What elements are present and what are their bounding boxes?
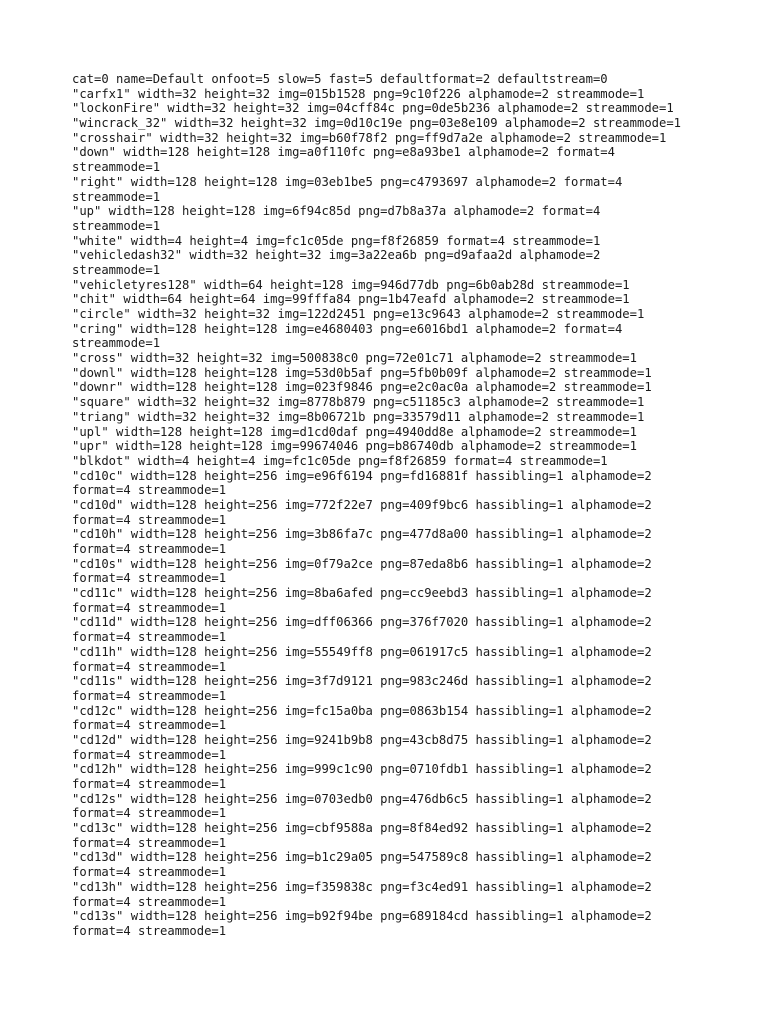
text-line: streammode=1 bbox=[72, 189, 161, 204]
text-line: cat=0 name=Default onfoot=5 slow=5 fast=5 defaultformat=2 defaultstream=0 bbox=[72, 72, 608, 86]
text-line: streammode=1 bbox=[72, 336, 161, 351]
text-line: "cd11c" width=128 height=256 img=8ba6afed png=cc9eebd3 hassibling=1 alphamode=2 bbox=[72, 586, 652, 601]
text-line: format=4 streammode=1 bbox=[72, 688, 227, 703]
text-line: "chit" width=64 height=64 img=99fffa84 png=1b47eafd alphamode=2 streammode=1 bbox=[72, 292, 630, 307]
text-line: "upr" width=128 height=128 img=99674046 png=b86740db alphamode=2 streammode=1 bbox=[72, 439, 637, 454]
text-line: "white" width=4 height=4 img=fc1c05de png=f8f26859 format=4 streammode=1 bbox=[72, 233, 601, 248]
text-line: "vehicledash32" width=32 height=32 img=3a22ea6b png=d9afaa2d alphamode=2 bbox=[72, 248, 601, 263]
text-line: "wincrack_32" width=32 height=32 img=0d10c19e png=03e8e109 alphamode=2 streammode=1 bbox=[72, 116, 682, 131]
text-line: format=4 streammode=1 bbox=[72, 806, 227, 821]
text-line: format=4 streammode=1 bbox=[72, 600, 227, 615]
text-line: "upl" width=128 height=128 img=d1cd0daf png=4940dd8e alphamode=2 streammode=1 bbox=[72, 424, 637, 439]
text-line: "cd13h" width=128 height=256 img=f359838c png=f3c4ed91 hassibling=1 alphamode=2 bbox=[72, 879, 652, 894]
text-line: "blkdot" width=4 height=4 img=fc1c05de png=f8f26859 format=4 streammode=1 bbox=[72, 453, 608, 468]
text-line: "down" width=128 height=128 img=a0f110fc png=e8a93be1 alphamode=2 format=4 bbox=[72, 145, 615, 160]
text-line: format=4 streammode=1 bbox=[72, 718, 227, 733]
text-line: "cd13s" width=128 height=256 img=b92f94be png=689184cd hassibling=1 alphamode=2 bbox=[72, 909, 652, 924]
text-line: "circle" width=32 height=32 img=122d2451 png=e13c9643 alphamode=2 streammode=1 bbox=[72, 307, 645, 321]
text-line: format=4 streammode=1 bbox=[72, 894, 227, 909]
text-line: "cross" width=32 height=32 img=500838c0 png=72e01c71 alphamode=2 streammode=1 bbox=[72, 351, 637, 366]
text-line: "cd10d" width=128 height=256 img=772f22e7 png=409f9bc6 hassibling=1 alphamode=2 bbox=[72, 497, 652, 512]
text-line: "square" width=32 height=32 img=8778b879 png=c51185c3 alphamode=2 streammode=1 bbox=[72, 395, 645, 410]
text-line: format=4 streammode=1 bbox=[72, 747, 227, 762]
text-line: format=4 streammode=1 bbox=[72, 483, 227, 498]
text-line: "cd13c" width=128 height=256 img=cbf9588a png=8f84ed92 hassibling=1 alphamode=2 bbox=[72, 821, 652, 836]
text-line: "cring" width=128 height=128 img=e4680403 png=e6016bd1 alphamode=2 format=4 bbox=[72, 321, 623, 336]
text-line: format=4 streammode=1 bbox=[72, 512, 227, 527]
text-line: format=4 streammode=1 bbox=[72, 835, 227, 850]
text-line: "cd11h" width=128 height=256 img=55549ff8 png=061917c5 hassibling=1 alphamode=2 bbox=[72, 644, 652, 659]
text-line: "up" width=128 height=128 img=6f94c85d png=d7b8a37a alphamode=2 format=4 bbox=[72, 204, 601, 219]
text-line: streammode=1 bbox=[72, 218, 161, 233]
text-line: format=4 streammode=1 bbox=[72, 777, 227, 791]
text-line: "right" width=128 height=128 img=03eb1be5 png=c4793697 alphamode=2 format=4 bbox=[72, 174, 623, 189]
text-line: "cd10c" width=128 height=256 img=e96f6194 png=fd16881f hassibling=1 alphamode=2 bbox=[72, 468, 652, 483]
text-line: streammode=1 bbox=[72, 262, 161, 277]
text-line: "cd11d" width=128 height=256 img=dff06366 png=376f7020 hassibling=1 alphamode=2 bbox=[72, 615, 652, 630]
text-line: "crosshair" width=32 height=32 img=b60f78f2 png=ff9d7a2e alphamode=2 streammode=1 bbox=[72, 130, 667, 145]
text-line: "cd12h" width=128 height=256 img=999c1c90 png=0710fdb1 hassibling=1 alphamode=2 bbox=[72, 762, 652, 777]
text-line: "downr" width=128 height=128 img=023f9846 png=e2c0ac0a alphamode=2 streammode=1 bbox=[72, 380, 652, 395]
text-line: format=4 streammode=1 bbox=[72, 571, 227, 586]
text-line: "cd10s" width=128 height=256 img=0f79a2ce png=87eda8b6 hassibling=1 alphamode=2 bbox=[72, 556, 652, 571]
text-line: "lockonFire" width=32 height=32 img=04cff84c png=0de5b236 alphamode=2 streammode=1 bbox=[72, 101, 674, 116]
text-line: "downl" width=128 height=128 img=53d0b5af png=5fb0b09f alphamode=2 streammode=1 bbox=[72, 365, 652, 380]
text-line: "cd12d" width=128 height=256 img=9241b9b8 png=43cb8d75 hassibling=1 alphamode=2 bbox=[72, 732, 652, 747]
document-text-body bbox=[72, 72, 712, 939]
text-line: "cd11s" width=128 height=256 img=3f7d9121 png=983c246d hassibling=1 alphamode=2 bbox=[72, 674, 652, 689]
text-line: format=4 streammode=1 bbox=[72, 923, 227, 938]
text-line: "cd12c" width=128 height=256 img=fc15a0ba png=0863b154 hassibling=1 alphamode=2 bbox=[72, 703, 652, 718]
text-line: "carfx1" width=32 height=32 img=015b1528 png=9c10f226 alphamode=2 streammode=1 bbox=[72, 86, 645, 101]
text-line: format=4 streammode=1 bbox=[72, 630, 227, 645]
text-line: format=4 streammode=1 bbox=[72, 865, 227, 880]
text-line: format=4 streammode=1 bbox=[72, 542, 227, 556]
text-line: "cd13d" width=128 height=256 img=b1c29a05 png=547589c8 hassibling=1 alphamode=2 bbox=[72, 850, 652, 865]
text-line: "cd12s" width=128 height=256 img=0703edb0 png=476db6c5 hassibling=1 alphamode=2 bbox=[72, 791, 652, 806]
text-line: format=4 streammode=1 bbox=[72, 659, 227, 674]
text-line: "triang" width=32 height=32 img=8b06721b png=33579d11 alphamode=2 streammode=1 bbox=[72, 409, 645, 424]
text-line: "cd10h" width=128 height=256 img=3b86fa7c png=477d8a00 hassibling=1 alphamode=2 bbox=[72, 527, 652, 542]
text-line: streammode=1 bbox=[72, 160, 161, 175]
text-line: "vehicletyres128" width=64 height=128 img=946d77db png=6b0ab28d streammode=1 bbox=[72, 277, 630, 292]
